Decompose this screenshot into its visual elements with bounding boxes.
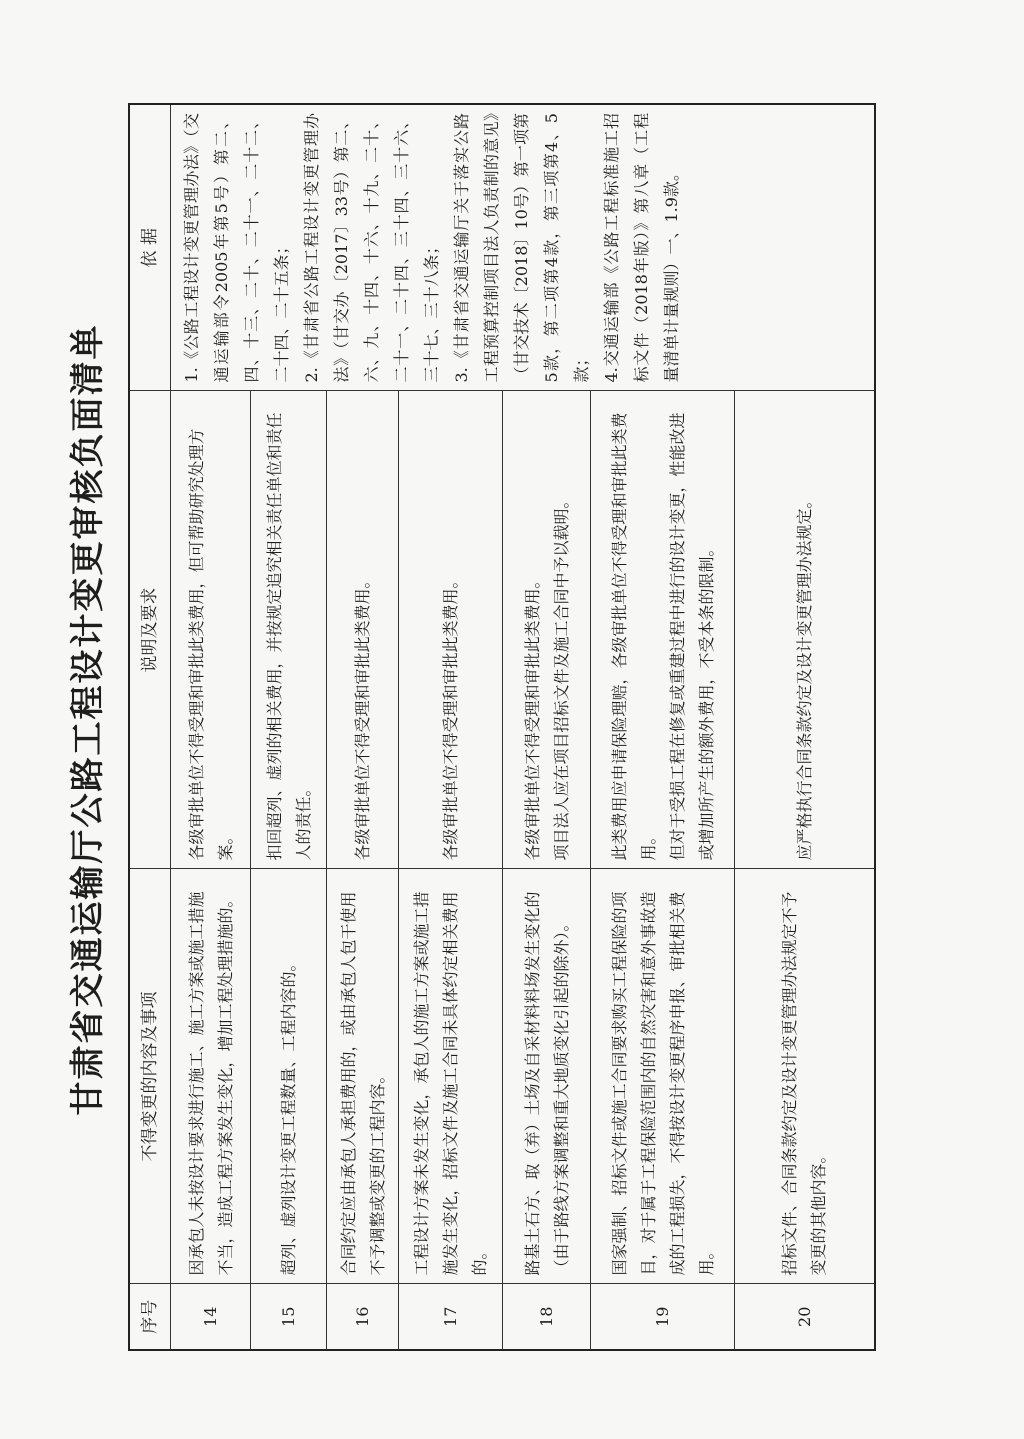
row-desc: 各级审批单位不得受理和审批此类费用，但可帮助研究处理方案。 <box>171 391 251 869</box>
row-item: 超列、虚列设计变更工程数量、工程内容的。 <box>251 869 327 1284</box>
row-item: 国家强制、招标文件或施工合同要求购买工程保险的项目，对于属于工程保险范围内的自然灾害和意外事故造成的工程损失，不得按设计变更程序申报、审批相关费用。 <box>591 869 735 1284</box>
table-header-row <box>129 104 171 1350</box>
row-desc: 此类费用应申请保险理赔，各级审批单位不得受理和审批此类费用。 但对于受损工程在修复或重建过程中进行的设计变更，性能改进或增加所产生的额外费用，不受本条的限制。 <box>591 391 735 869</box>
row-desc: 各级审批单位不得受理和审批此类费用。 <box>399 391 503 869</box>
basis-cell <box>171 104 875 391</box>
row-seq: 14 <box>171 1284 251 1350</box>
row-seq: 18 <box>503 1284 591 1350</box>
row-seq: 19 <box>591 1284 735 1350</box>
negative-list-table <box>128 103 876 1351</box>
row-seq: 15 <box>251 1284 327 1350</box>
header-seq: 序号 <box>129 1284 171 1350</box>
header-basis: 依 据 <box>129 104 171 391</box>
row-item: 招标文件、合同条款约定及设计变更管理办法规定不予变更的其他内容。 <box>735 869 875 1284</box>
header-desc: 说明及要求 <box>129 391 171 869</box>
row-item: 合同约定应由承包人承担费用的，或由承包人包干使用不予调整或变更的工程内容。 <box>327 869 399 1284</box>
row-desc: 各级审批单位不得受理和审批此类费用。 项目法人应在项目招标文件及施工合同中予以载明。 <box>503 391 591 869</box>
basis-text: 1.《公路工程设计变更管理办法》（交通运输部令2005年第5号）第二、四、十三、二十、二十一、二十二、二十四、二十五条； 2.《甘肃省公路工程设计变更管理办法》（甘交办〔2017〕33号）第二、六、九、十四、十六、十九、二十、二十一、二十四、三十四、三十六、三十七、三十八条； 3.《甘肃省交通运输厅关于落实公路工程预算控制项目法人负责制的意见》（甘交技术〔2018〕10号）第一项第5款，第二项第4款，第三项第4、5款； 4.交通运输部《公路工程标准施工招标文件（2018年版）》第八章（工程量清单计量规则）一、1.9款。 <box>182 113 681 383</box>
header-item: 不得变更的内容及事项 <box>129 869 171 1284</box>
row-desc: 应严格执行合同条款约定及设计变更管理办法规定。 <box>735 391 875 869</box>
row-seq: 20 <box>735 1284 875 1350</box>
row-item: 工程设计方案未发生变化，承包人的施工方案或施工措施发生变化，招标文件及施工合同未具体约定相关费用的。 <box>399 869 503 1284</box>
row-desc: 扣回超列、虚列的相关费用，并按规定追究相关责任单位和责任人的责任。 <box>251 391 327 869</box>
row-seq: 16 <box>327 1284 399 1350</box>
row-item: 路基土石方、取（弃）土场及自采材料料场发生变化的（由于路线方案调整和重大地质变化引起的除外）。 <box>503 869 591 1284</box>
row-desc: 各级审批单位不得受理和审批此类费用。 <box>327 391 399 869</box>
page-title: 甘肃省交通运输厅公路工程设计变更审核负面清单 <box>68 323 108 1116</box>
row-seq: 17 <box>399 1284 503 1350</box>
row-item: 因承包人未按设计要求进行施工、施工方案或施工措施不当，造成工程方案发生变化，增加工程处理措施的。 <box>171 869 251 1284</box>
table-row <box>171 104 251 1350</box>
